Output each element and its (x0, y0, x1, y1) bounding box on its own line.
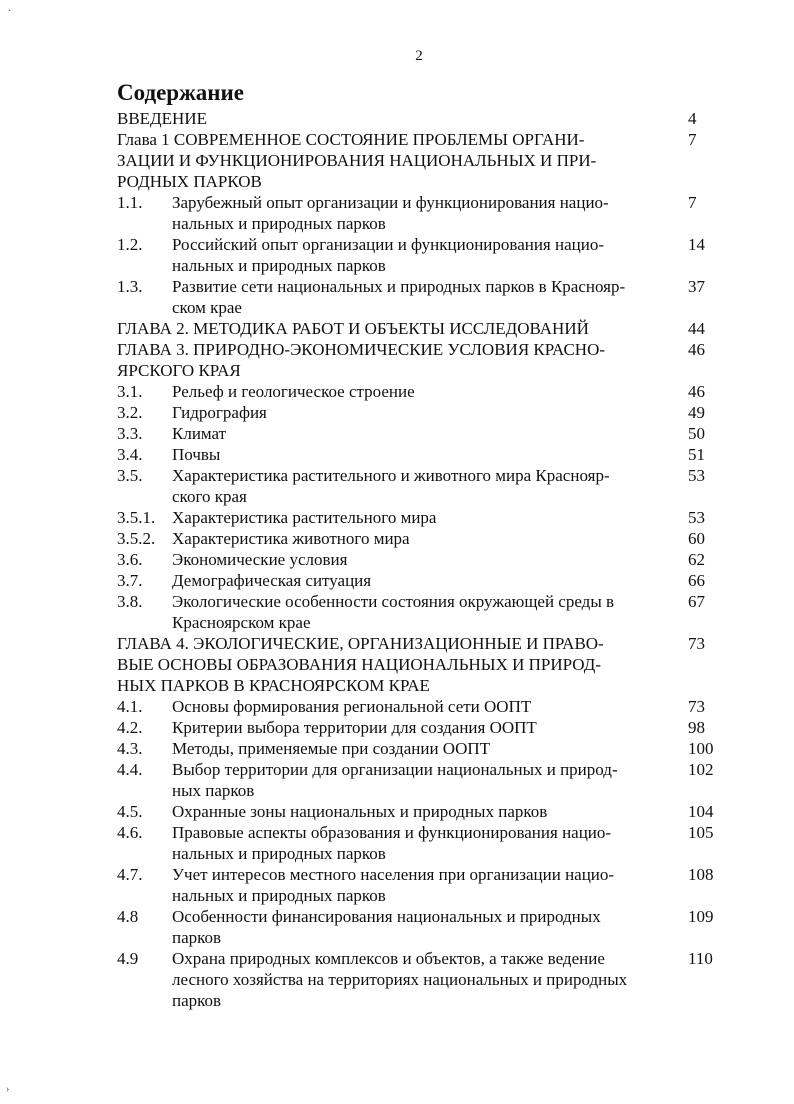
toc-entry-page: 53 (688, 508, 705, 527)
toc-entry-title: Климат (172, 424, 227, 443)
toc-entry-number: 3.5.2. (117, 529, 156, 548)
scan-mark: › (6, 1084, 10, 1095)
toc-entry-title: Критерии выбора территории для создания ООПТ (172, 718, 537, 737)
toc-entry-page: 110 (688, 949, 713, 968)
table-of-contents (117, 108, 717, 1011)
toc-entry (117, 234, 717, 276)
toc-entry-page: 4 (688, 109, 697, 128)
toc-entry-title: Демографическая ситуация (172, 571, 372, 590)
toc-entry (117, 402, 717, 423)
toc-entry-page: 7 (688, 193, 697, 212)
toc-entry-page: 62 (688, 550, 705, 569)
toc-entry-page: 46 (688, 382, 705, 401)
toc-entry (117, 423, 717, 444)
toc-entry (117, 129, 717, 192)
toc-entry (117, 696, 717, 717)
toc-entry-number: 4.9 (117, 949, 139, 968)
toc-entry-page: 73 (688, 697, 705, 716)
toc-entry-title: Правовые аспекты образования и функционирования нацио- нальных и природных парков (172, 823, 612, 863)
toc-entry-page: 102 (688, 760, 714, 779)
toc-entry-title: Гидрография (172, 403, 267, 422)
toc-entry (117, 717, 717, 738)
toc-entry-number: 4.3. (117, 739, 143, 758)
toc-entry-title: Охрана природных комплексов и объектов, а также ведение лесного хозяйства на территориях национальных и природных парков (172, 949, 628, 1010)
toc-entry-number: 1.3. (117, 277, 143, 296)
toc-entry-number: 3.2. (117, 403, 143, 422)
toc-entry-number: 3.3. (117, 424, 143, 443)
toc-entry-title: Характеристика растительного и животного мира Краснояр- ского края (172, 466, 610, 506)
toc-entry-page: 73 (688, 634, 705, 653)
toc-entry-title: Особенности финансирования национальных и природных парков (172, 907, 601, 947)
toc-entry-title: Российский опыт организации и функционирования нацио- нальных и природных парков (172, 235, 605, 275)
toc-entry-title: Экологические особенности состояния окружающей среды в Красноярском крае (172, 592, 615, 632)
toc-entry (117, 339, 717, 381)
toc-entry (117, 528, 717, 549)
toc-entry (117, 759, 717, 801)
toc-entry-title: Характеристика животного мира (172, 529, 410, 548)
toc-entry-number: 3.4. (117, 445, 143, 464)
toc-entry-title: Охранные зоны национальных и природных парков (172, 802, 548, 821)
toc-entry-title: Экономические условия (172, 550, 348, 569)
toc-entry-title: ГЛАВА 2. МЕТОДИКА РАБОТ И ОБЪЕКТЫ ИССЛЕДОВАНИЙ (117, 319, 589, 338)
toc-entry (117, 108, 717, 129)
toc-entry (117, 192, 717, 234)
toc-entry-number: 4.8 (117, 907, 139, 926)
toc-entry-page: 105 (688, 823, 714, 842)
toc-entry-title: ГЛАВА 3. ПРИРОДНО-ЭКОНОМИЧЕСКИЕ УСЛОВИЯ КРАСНО- ЯРСКОГО КРАЯ (117, 340, 606, 380)
toc-entry-page: 50 (688, 424, 705, 443)
toc-entry-title: Почвы (172, 445, 221, 464)
toc-entry-page: 53 (688, 466, 705, 485)
toc-entry-number: 1.1. (117, 193, 143, 212)
toc-entry-number: 3.6. (117, 550, 143, 569)
toc-entry-title: ГЛАВА 4. ЭКОЛОГИЧЕСКИЕ, ОРГАНИЗАЦИОННЫЕ И ПРАВО- ВЫЕ ОСНОВЫ ОБРАЗОВАНИЯ НАЦИОНАЛЬНЫХ И ПРИРОД- НЫХ ПАРКОВ В КРАСНОЯРСКОМ КРАЕ (117, 634, 604, 695)
toc-entry (117, 801, 717, 822)
toc-entry-number: 3.8. (117, 592, 143, 611)
toc-entry-title: Зарубежный опыт организации и функционирования нацио- нальных и природных парков (172, 193, 609, 233)
toc-entry (117, 906, 717, 948)
toc-entry (117, 465, 717, 507)
toc-entry (117, 444, 717, 465)
toc-entry-title: Основы формирования региональной сети ООПТ (172, 697, 532, 716)
toc-entry-page: 108 (688, 865, 714, 884)
toc-entry (117, 381, 717, 402)
toc-entry-number: 3.5.1. (117, 508, 156, 527)
toc-entry-title: Рельеф и геологическое строение (172, 382, 415, 401)
toc-entry-page: 49 (688, 403, 705, 422)
page-title: Содержание (117, 80, 244, 105)
toc-entry-page: 60 (688, 529, 705, 548)
toc-entry-page: 37 (688, 277, 705, 296)
toc-entry-title: Развитие сети национальных и природных парков в Краснояр- ском крае (172, 277, 626, 317)
toc-entry-page: 100 (688, 739, 714, 758)
toc-entry (117, 318, 717, 339)
toc-entry-title: Учет интересов местного населения при организации нацио- нальных и природных парков (172, 865, 615, 905)
toc-entry-number: 3.1. (117, 382, 143, 401)
toc-entry-number: 3.7. (117, 571, 143, 590)
toc-entry (117, 276, 717, 318)
toc-entry (117, 507, 717, 528)
toc-entry-number: 1.2. (117, 235, 143, 254)
toc-entry-title: Характеристика растительного мира (172, 508, 437, 527)
toc-entry (117, 570, 717, 591)
toc-entry-number: 4.1. (117, 697, 143, 716)
toc-entry-title: ВВЕДЕНИЕ (117, 109, 207, 128)
toc-entry (117, 549, 717, 570)
scan-mark: · (8, 6, 12, 17)
page-number: 2 (415, 48, 423, 64)
toc-entry (117, 633, 717, 696)
toc-entry (117, 822, 717, 864)
toc-entry-number: 4.6. (117, 823, 143, 842)
toc-entry-page: 44 (688, 319, 705, 338)
toc-entry-number: 4.4. (117, 760, 143, 779)
toc-entry-title: Методы, применяемые при создании ООПТ (172, 739, 491, 758)
toc-entry-page: 67 (688, 592, 705, 611)
toc-entry-number: 3.5. (117, 466, 143, 485)
toc-entry-title: Глава 1 СОВРЕМЕННОЕ СОСТОЯНИЕ ПРОБЛЕМЫ ОРГАНИ- ЗАЦИИ И ФУНКЦИОНИРОВАНИЯ НАЦИОНАЛЬНЫХ И ПРИ- РОДНЫХ ПАРКОВ (117, 130, 597, 191)
toc-entry-page: 7 (688, 130, 697, 149)
toc-entry (117, 864, 717, 906)
toc-entry-page: 14 (688, 235, 705, 254)
toc-entry (117, 948, 717, 1011)
toc-entry (117, 591, 717, 633)
toc-entry-number: 4.5. (117, 802, 143, 821)
toc-entry (117, 738, 717, 759)
toc-entry-page: 109 (688, 907, 714, 926)
toc-entry-page: 51 (688, 445, 705, 464)
toc-entry-number: 4.7. (117, 865, 143, 884)
toc-entry-number: 4.2. (117, 718, 143, 737)
toc-entry-page: 66 (688, 571, 705, 590)
toc-entry-page: 98 (688, 718, 705, 737)
toc-entry-page: 104 (688, 802, 714, 821)
toc-entry-page: 46 (688, 340, 705, 359)
toc-entry-title: Выбор территории для организации национальных и природ- ных парков (172, 760, 618, 800)
